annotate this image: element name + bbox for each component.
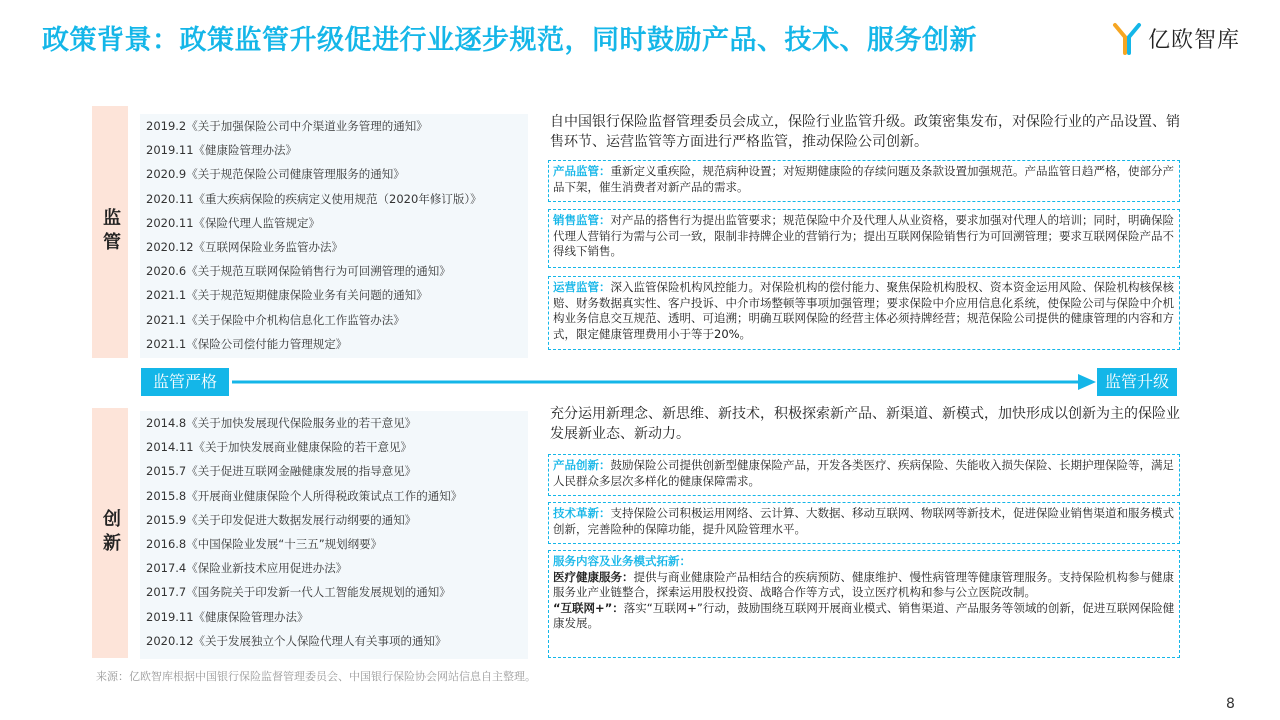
right-arrow-icon [232, 372, 1098, 392]
internet-plus-paragraph [553, 601, 1175, 632]
strict-regulation-tag: 监管严格 [141, 368, 229, 396]
box-key: 销售监管： [553, 213, 611, 227]
list-item: 2020.11《重大疾病保险的疾病定义使用规范（2020年修订版）》 [146, 191, 482, 206]
regulation-label-band [92, 106, 128, 358]
list-item: 2015.8《开展商业健康保险个人所得税政策试点工作的通知》 [146, 488, 463, 503]
list-item: 2020.9《关于规范保险公司健康管理服务的通知》 [146, 167, 405, 182]
page-number: 8 [1226, 696, 1235, 712]
box-text: 重新定义重疾险，规范病种设置；对短期健康险的存续问题及条款设置加强规范。产品监管日趋严格，使部分产品下架，催生消费者对新产品的需求。 [553, 164, 1174, 194]
list-item: 2021.1《关于规范短期健康保险业务有关问题的通知》 [146, 288, 428, 303]
list-item: 2014.11《关于加快发展商业健康保险的若干意见》 [146, 440, 413, 455]
list-item: 2019.11《健康保险管理办法》 [146, 609, 309, 624]
box-text: 支持保险公司积极运用网络、云计算、大数据、移动互联网、物联网等新技术，促进保险业销售渠道和服务模式创新，完善险种的保障功能，提升风险管理水平。 [553, 506, 1174, 536]
list-item: 2015.9《关于印发促进大数据发展行动纲要的通知》 [146, 512, 417, 527]
list-item: 2019.11《健康险管理办法》 [146, 143, 298, 158]
yiou-logo-icon [1112, 21, 1142, 55]
regulation-upgrade-tag: 监管升级 [1097, 368, 1177, 396]
innovation-label-band [92, 408, 128, 658]
box-key: 技术革新： [553, 506, 611, 520]
paragraph-text: 提供与商业健康险产品相结合的疾病预防、健康维护、慢性病管理等健康管理服务。支持保险机构参与健康服务业产业链整合，探索运用股权投资、战略合作等方式，设立医疗机构和参与公立医院改制。 [553, 569, 1174, 599]
list-item: 2020.11《保险代理人监管规定》 [146, 215, 321, 230]
list-item: 2020.12《互联网保险业务监管办法》 [146, 240, 344, 255]
logo [1112, 20, 1240, 56]
source-note: 来源：亿欧智库根据中国银行保险监督管理委员会、中国银行保险协会网站信息自主整理。 [96, 670, 536, 683]
list-item: 2015.7《关于促进互联网金融健康发展的指导意见》 [146, 464, 417, 479]
box-key: 产品监管： [553, 164, 611, 178]
paragraph-heading: 医疗健康服务： [553, 569, 634, 584]
list-item: 2017.4《保险业新技术应用促进办法》 [146, 561, 348, 576]
operation-regulation-box [548, 276, 1180, 350]
list-item: 2020.6《关于规范互联网保险销售行为可回溯管理的通知》 [146, 264, 451, 279]
sales-regulation-box [548, 209, 1180, 268]
box-text: 对产品的搭售行为提出监管要求；规范保险中介及代理人从业资格，要求加强对代理人的培训；同时，明确保险代理人营销行为需与公司一致，限制非持牌企业的营销行为；提出互联网保险销售行为可回溯管理；要求互联网保险产品不得线下销售。 [553, 213, 1174, 258]
medical-service-paragraph [553, 570, 1175, 601]
innovation-lead-text: 充分运用新理念、新思维、新技术，积极探索新产品、新渠道、新模式，加快形成以创新为主的保险业发展新业态、新动力。 [550, 406, 1180, 442]
innovation-label: 创新 [100, 509, 121, 557]
list-item: 2014.8《关于加快发展现代保险服务业的若干意见》 [146, 416, 417, 430]
box-key: 服务内容及业务模式拓新： [553, 554, 691, 568]
box-text: 鼓励保险公司提供创新型健康保险产品，开发各类医疗、疾病保险、失能收入损失保险、长期护理保险等，满足人民群众多层次多样化的健康保障需求。 [553, 458, 1174, 488]
page-title: 政策背景：政策监管升级促进行业逐步规范，同时鼓励产品、技术、服务创新 [42, 25, 977, 56]
technology-innovation-box [548, 502, 1180, 544]
paragraph-heading: “互联网+”： [553, 600, 624, 615]
box-key: 产品创新： [553, 458, 611, 472]
list-item: 2021.1《保险公司偿付能力管理规定》 [146, 336, 348, 351]
product-innovation-box [548, 454, 1180, 496]
innovation-policy-list [140, 411, 528, 659]
product-regulation-box [548, 160, 1180, 202]
list-item: 2020.12《关于发展独立个人保险代理人有关事项的通知》 [146, 633, 447, 648]
list-item: 2021.1《关于保险中介机构信息化工作监管办法》 [146, 312, 405, 327]
list-item: 2016.8《中国保险业发展“十三五”规划纲要》 [146, 537, 383, 552]
box-key: 运营监管： [553, 280, 611, 294]
regulation-policy-list [140, 114, 528, 358]
list-item: 2017.7《国务院关于印发新一代人工智能发展规划的通知》 [146, 585, 451, 600]
box-text: 深入监管保险机构风控能力。对保险机构的偿付能力、聚焦保险机构股权、资本资金运用风险、保险机构核保核赔、财务数据真实性、客户投诉、中介市场整顿等事项加强管理；要求保险中介应用信息化系统，使保险公司与保险中介机构业务信息交互规范、透明、可追溯；明确互联网保险的经营主体必须持牌经营；规范保险公司提供的健康管理的内容和方式，限定健康管理费用小于等于20%。 [553, 280, 1174, 341]
list-item: 2019.2《关于加强保险公司中介渠道业务管理的通知》 [146, 119, 428, 133]
regulation-lead-text: 自中国银行保险监督管理委员会成立，保险行业监管升级。政策密集发布，对保险行业的产品设置、销售环节、运营监管等方面进行严格监管，推动保险公司创新。 [550, 114, 1180, 150]
logo-text: 亿欧智库 [1148, 27, 1241, 53]
regulation-label: 监管 [100, 208, 121, 256]
paragraph-text: 落实“互联网+”行动，鼓励围绕互联网开展商业模式、销售渠道、产品服务等领域的创新，促进互联网保险健康发展。 [553, 600, 1175, 630]
service-innovation-box [548, 550, 1180, 658]
